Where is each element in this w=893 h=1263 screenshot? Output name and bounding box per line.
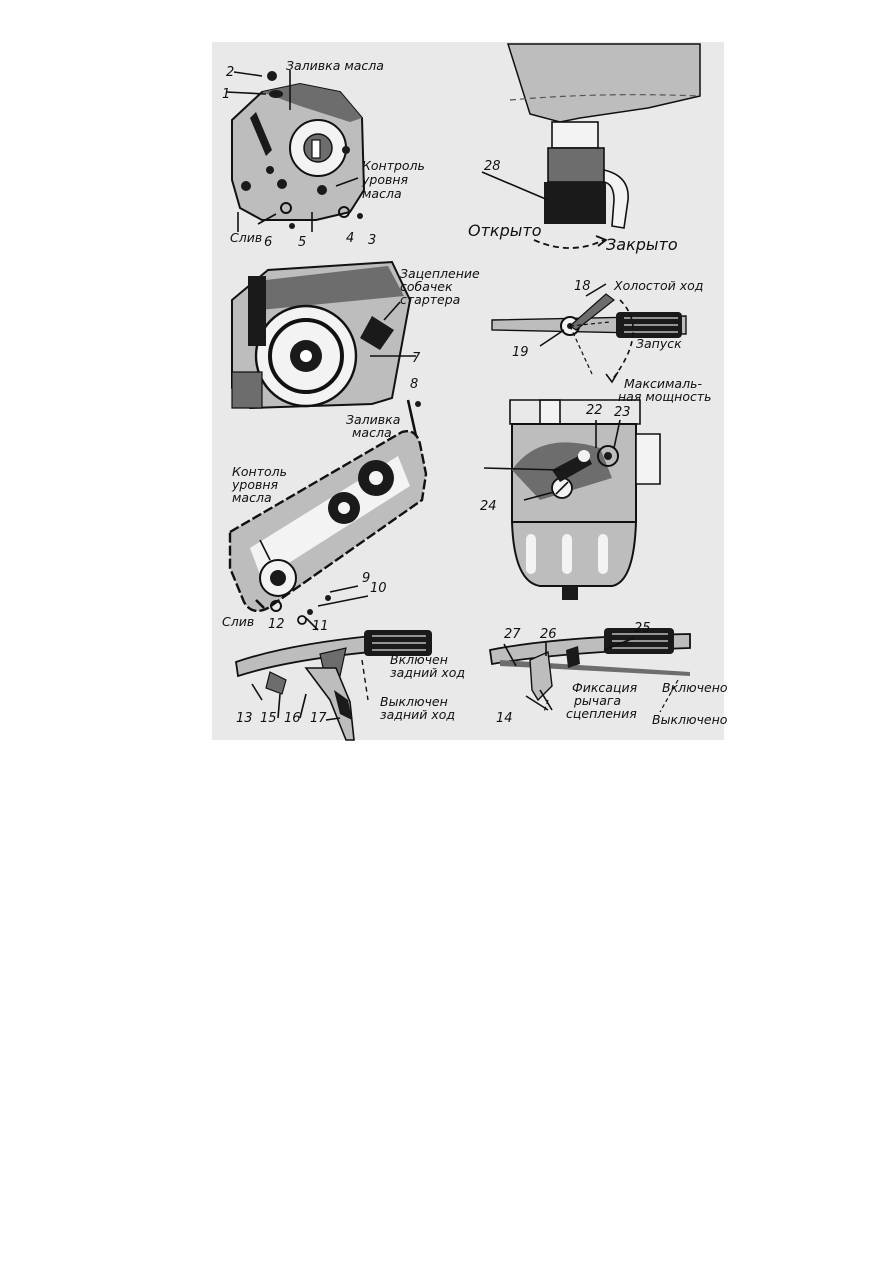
callout-15: 15 [260,711,277,726]
callout-4: 4 [346,231,355,246]
callout-28: 28 [484,159,501,174]
oil-level-label-top-1: Контроль [362,158,425,173]
max-power-label-1: Максималь- [624,376,702,391]
oil-level-label-top-2: уровня [362,172,409,187]
oil-level-label-top-3: масла [362,186,402,201]
callout-18: 18 [574,279,591,294]
callout-11: 11 [312,619,329,634]
enabled-label: Включено [662,680,728,695]
callout-14: 14 [496,711,513,726]
callout-22: 22 [586,403,603,418]
callout-2: 2 [226,65,235,80]
clutch-lock-label-1: Фиксация [572,680,638,695]
callout-8: 8 [410,377,419,392]
drain-label-mid: Слив [222,614,255,629]
callout-5: 5 [298,235,307,250]
valve-closed-label: Закрыто [606,235,678,254]
callout-24: 24 [480,499,497,514]
callout-10: 10 [370,581,387,596]
callout-6: 6 [264,235,273,250]
disabled-label: Выключено [652,712,728,727]
reverse-off-label-1: Выключен [380,694,448,709]
drain-label-top: Слив [230,230,263,245]
reverse-off-label-2: задний ход [380,707,456,722]
callout-1: 1 [222,87,231,102]
valve-open-label: Открыто [468,221,542,240]
starter-label-3: стартера [400,292,461,307]
oil-fill-label-top: Заливка масла [286,58,384,73]
callout-27: 27 [504,627,521,642]
callout-7: 7 [412,351,421,366]
callout-16: 16 [284,711,301,726]
oil-fill-label-mid-1: Заливка [346,412,401,427]
callout-19: 19 [512,345,529,360]
callout-25: 25 [634,621,651,636]
callout-17: 17 [310,711,327,726]
clutch-lock-label-2: рычага [574,693,622,708]
oil-level-label-mid-2: уровня [232,477,279,492]
oil-fill-label-mid-2: масла [352,425,392,440]
callout-12: 12 [268,617,285,632]
max-power-label-2: ная мощность [618,389,712,404]
starter-drawing [232,262,419,408]
callout-26: 26 [540,627,557,642]
reverse-on-label-1: Включен [390,652,448,667]
callout-13: 13 [236,711,253,726]
idle-label: Холостой ход [614,278,704,293]
clutch-lock-label-3: сцепления [566,706,637,721]
oil-level-label-mid-1: Контоль [232,464,287,479]
reverse-on-label-2: задний ход [390,665,466,680]
callout-9: 9 [362,571,371,586]
starter-label-1: Зацепление [400,266,480,281]
starter-label-2: собачек [400,279,453,294]
callout-3: 3 [368,233,377,248]
start-label: Запуск [636,336,682,351]
oil-level-label-mid-3: масла [232,490,272,505]
callout-23: 23 [614,405,631,420]
